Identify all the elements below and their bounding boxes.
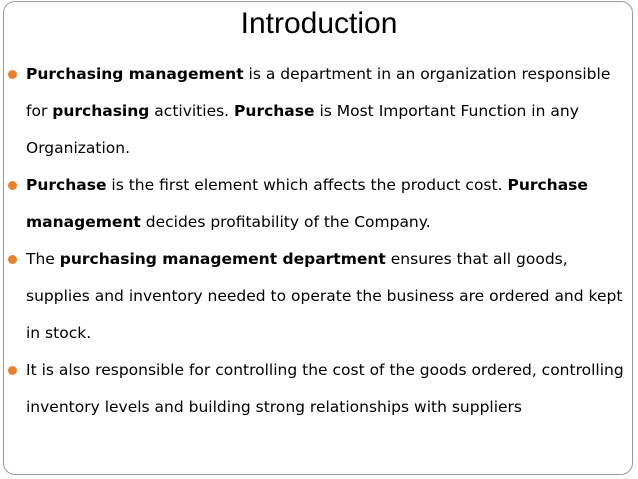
bold-text: Purchase bbox=[234, 102, 315, 120]
bold-text: purchasing bbox=[52, 102, 150, 120]
bullet-text bbox=[26, 250, 622, 342]
bold-text: Purchase management bbox=[26, 176, 588, 231]
plain-text: activities. bbox=[149, 102, 235, 120]
bullet-item bbox=[8, 241, 626, 352]
bullet-item bbox=[8, 56, 626, 167]
bold-text: purchasing management department bbox=[59, 250, 386, 268]
bullet-text bbox=[26, 176, 588, 231]
plain-text: It is also responsible for controlling the cost of the goods ordered, controlling inventory levels and building strong relationships with suppliers bbox=[26, 361, 624, 416]
plain-text: decides profitability of the Company. bbox=[140, 213, 431, 231]
bullet-text bbox=[26, 65, 610, 157]
plain-text: ensures that all goods, supplies and inventory needed to operate the business are ordered and kept in stock. bbox=[26, 250, 623, 342]
bullet-dot-icon bbox=[8, 181, 17, 190]
bullet-dot-icon bbox=[8, 366, 17, 375]
bullet-dot-icon bbox=[8, 255, 17, 264]
bold-text: Purchasing management bbox=[26, 65, 244, 83]
plain-text: is the first element which affects the product cost. bbox=[106, 176, 508, 194]
bullet-text bbox=[26, 361, 624, 416]
bullet-item bbox=[8, 167, 626, 241]
slide-title: Introduction bbox=[240, 7, 398, 40]
plain-text: The bbox=[26, 250, 60, 268]
plain-text: is a department in an organization responsible for bbox=[26, 65, 611, 120]
bullet-dot-icon bbox=[8, 70, 17, 79]
plain-text: is Most Important Function in any Organization. bbox=[26, 102, 579, 157]
bold-text: Purchase bbox=[26, 176, 107, 194]
bullet-list bbox=[8, 56, 626, 426]
bullet-item bbox=[8, 352, 626, 426]
